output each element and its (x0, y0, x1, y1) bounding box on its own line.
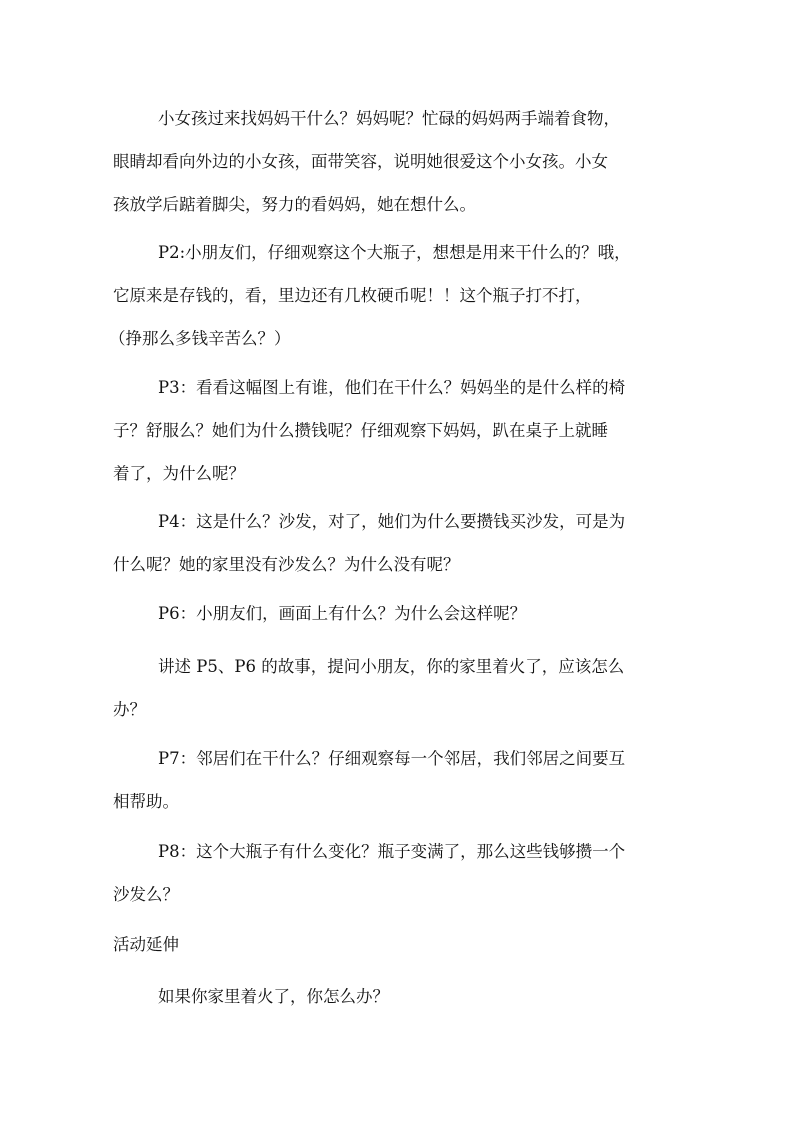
text-line: 子？舒服么？她们为什么攒钱呢？仔细观察下妈妈，趴在桌子上就睡 (113, 421, 608, 440)
text-line: P4：这是什么？沙发，对了，她们为什么要攒钱买沙发，可是为 (158, 512, 626, 531)
text-line: 眼睛却看向外边的小女孩，面带笑容，说明她很爱这个小女孩。小女 (113, 152, 608, 171)
paragraph-9 (113, 986, 683, 1008)
text-line: 办？ (113, 700, 146, 719)
text-line: 着了，为什么呢？ (113, 464, 245, 483)
paragraph-7 (113, 748, 683, 813)
text-line: 孩放学后踮着脚尖，努力的看妈妈，她在想什么。 (113, 195, 476, 214)
text-line: P8：这个大瓶子有什么变化？瓶子变满了，那么这些钱够攒一个 (158, 842, 626, 861)
text-line: 如果你家里着火了，你怎么办？ (158, 987, 389, 1006)
text-line: 讲述 P5、P6 的故事，提问小朋友，你的家里着火了，应该怎么 (158, 657, 625, 676)
text-line: P7：邻居们在干什么？仔细观察每一个邻居，我们邻居之间要互 (158, 749, 626, 768)
paragraph-3 (113, 377, 683, 485)
paragraph-6 (113, 656, 683, 721)
paragraph-2 (109, 242, 683, 350)
paragraph-8 (113, 841, 683, 906)
text-line: 相帮助。 (113, 792, 179, 811)
section-heading (113, 934, 683, 956)
text-line: P6：小朋友们，画面上有什么？为什么会这样呢？ (158, 604, 527, 623)
paragraph-5 (113, 603, 683, 625)
text-line: 小女孩过来找妈妈干什么？妈妈呢？忙碌的妈妈两手端着食物， (158, 109, 620, 128)
paragraph-4 (113, 511, 683, 576)
text-line: 沙发么？ (113, 885, 179, 904)
text-line: （挣那么多钱辛苦么？） (109, 329, 291, 348)
text-line: P2:小朋友们，仔细观察这个大瓶子，想想是用来干什么的？哦， (158, 243, 631, 262)
section-heading-text: 活动延伸 (113, 935, 179, 954)
text-line: 什么呢？她的家里没有沙发么？为什么没有呢？ (113, 555, 460, 574)
paragraph-1 (113, 108, 683, 216)
text-line: P3：看看这幅图上有谁，他们在干什么？妈妈坐的是什么样的椅 (158, 378, 626, 397)
text-line: 它原来是存钱的，看，里边还有几枚硬币呢！！这个瓶子打不打， (113, 286, 592, 305)
